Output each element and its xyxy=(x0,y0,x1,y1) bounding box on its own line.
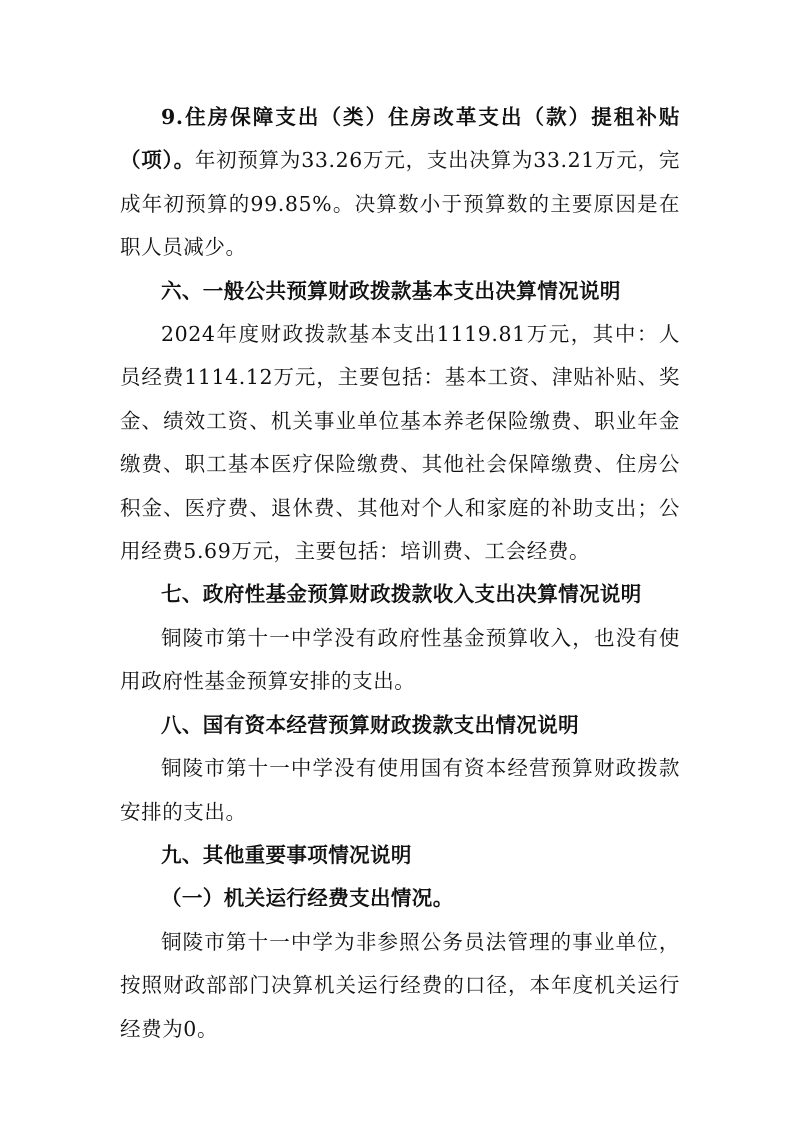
item-9-text: 年初预算为33.26万元，支出决算为33.21万元，完成年初预算的99.85%。决算数小于预算数的主要原因是在职人员减少。 xyxy=(120,148,680,260)
section-9-heading: 九、其他重要事项情况说明 xyxy=(161,842,412,867)
section-7-paragraph: 铜陵市第十一中学没有政府性基金预算收入，也没有使用政府性基金预算安排的支出。 xyxy=(120,625,680,694)
section-6-paragraph: 2024年度财政拨款基本支出1119.81万元，其中：人员经费1114.12万元，主要包括：基本工资、津贴补贴、奖金、绩效工资、机关事业单位基本养老保险缴费、职业年金缴费、职工基本医疗保险缴费、其他社会保障缴费、住房公积金、医疗费、退休费、其他对个人和家庭的补助支出；公用经费5.69万元，主要包括：培训费、工会经费。 xyxy=(120,322,680,564)
item-9-title: 9.住房保障支出（类）住房改革支出（款）提租补贴（项）。 xyxy=(120,105,680,173)
section-7-heading: 七、政府性基金预算财政拨款收入支出决算情况说明 xyxy=(161,582,642,607)
section-6-heading: 六、一般公共预算财政拨款基本支出决算情况说明 xyxy=(161,278,621,303)
subsection-9-1-paragraph: 铜陵市第十一中学为非参照公务员法管理的事业单位，按照财政部部门决算机关运行经费的口径，本年度机关运行经费为0。 xyxy=(120,929,680,1041)
section-8-paragraph: 铜陵市第十一中学没有使用国有资本经营预算财政拨款安排的支出。 xyxy=(120,756,680,824)
paragraph-housing-subsidy xyxy=(120,96,680,270)
subsection-9-1-heading: （一）机关运行经费支出情况。 xyxy=(161,886,454,911)
section-8-heading: 八、国有资本经营预算财政拨款支出情况说明 xyxy=(161,712,579,737)
document-body xyxy=(120,96,680,1051)
